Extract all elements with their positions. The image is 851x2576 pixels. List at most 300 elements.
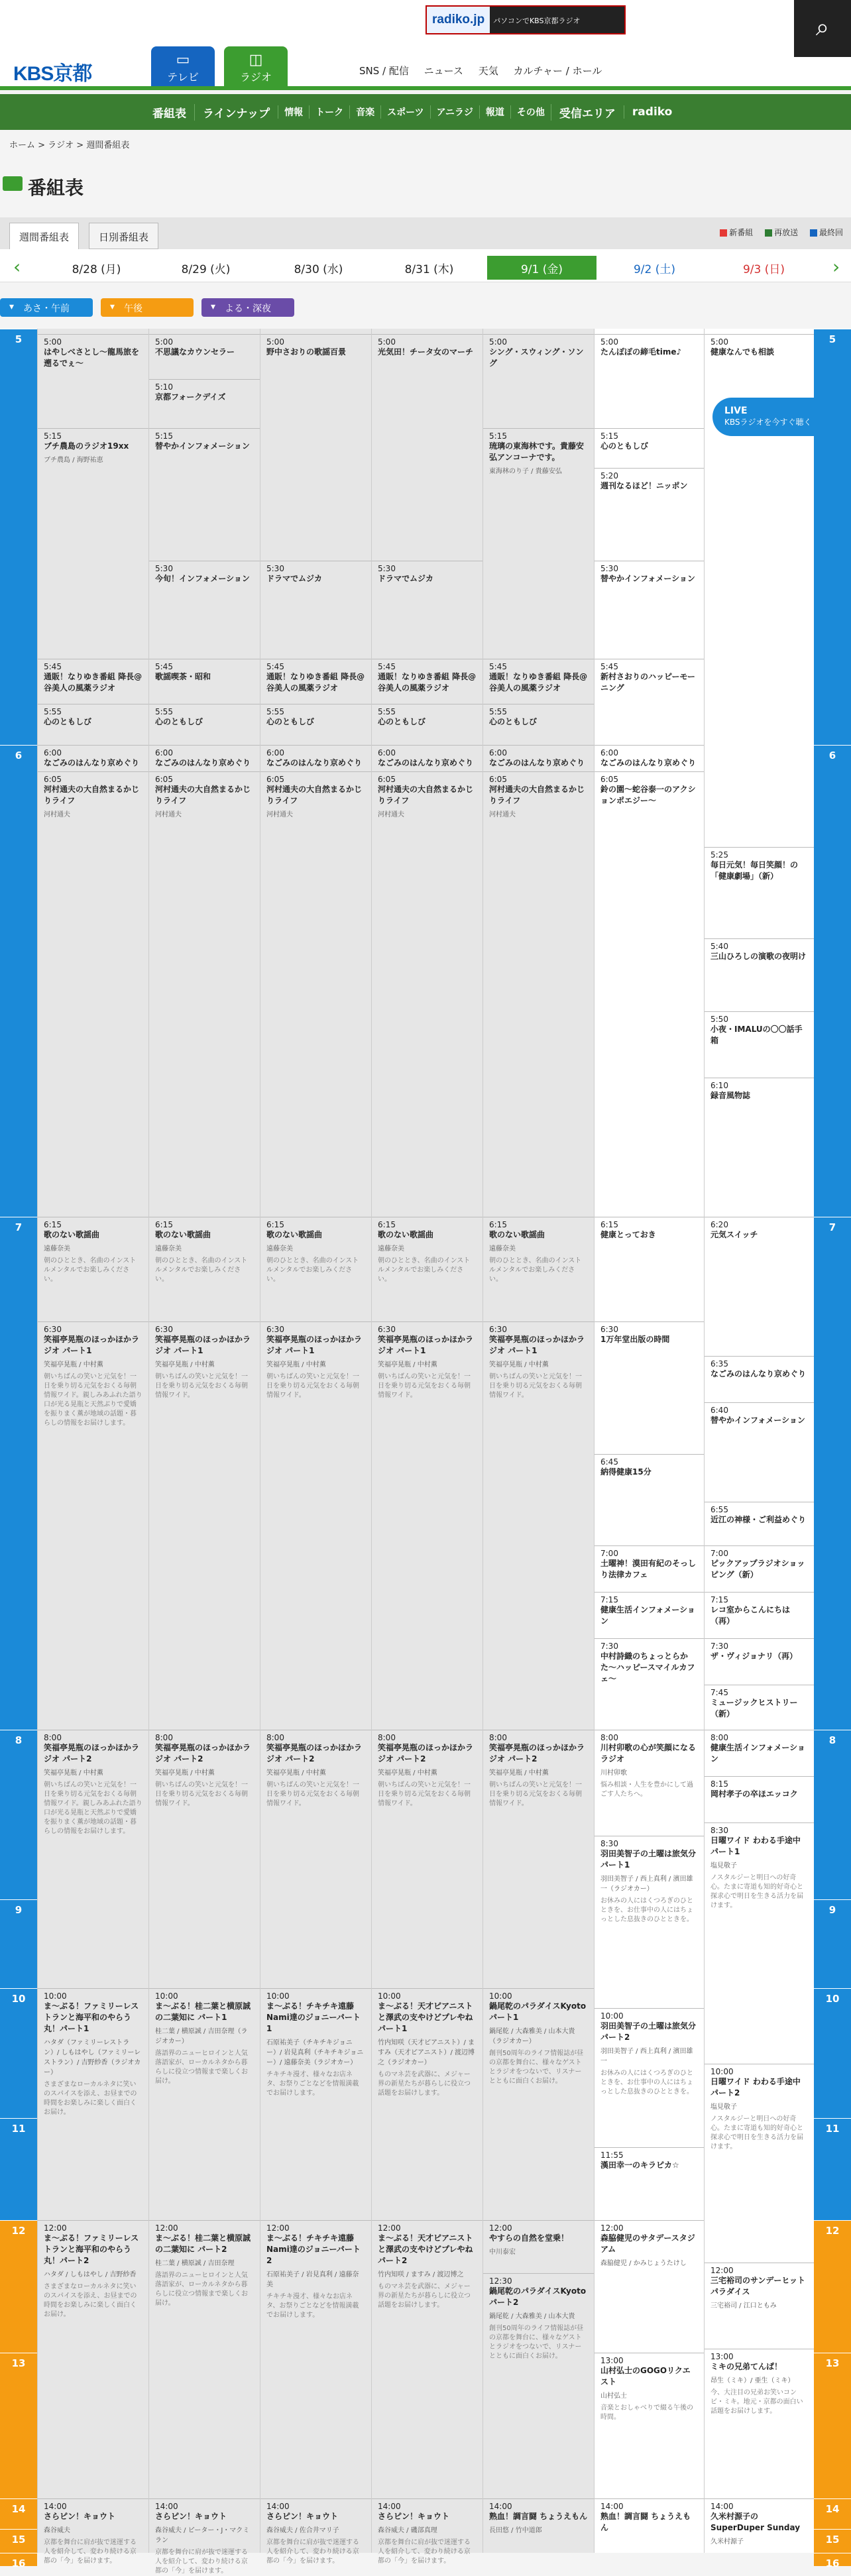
program-cell[interactable] <box>38 1321 148 1454</box>
program-cell[interactable] <box>595 1730 704 1836</box>
subnav-talk[interactable]: トーク <box>309 105 349 119</box>
program-title: 歌のない歌謡曲 <box>155 1230 211 1239</box>
program-title: ドラマでムジカ <box>378 574 434 583</box>
program-cell[interactable] <box>705 1217 814 1356</box>
program-cell[interactable] <box>149 1730 260 1988</box>
program-title: 京都フォークデイズ <box>155 392 226 402</box>
program-description: 朝いちばんの笑いと元気を！一日を乗り切る元気をおくる毎朝情報ワイド。 <box>155 1373 248 1399</box>
hour-column-right <box>814 329 851 2569</box>
page-title <box>0 174 84 200</box>
day-0901[interactable]: 9/1 (金) <box>487 256 596 280</box>
program-time: 6:55 <box>710 1505 728 1514</box>
tab-tv[interactable] <box>151 46 215 90</box>
program-cell[interactable] <box>595 2008 704 2147</box>
program-time: 12:00 <box>489 2223 512 2233</box>
program-cell[interactable] <box>38 659 148 704</box>
program-title: 新村さおりのハッピーモーニング <box>600 672 696 693</box>
program-time: 12:00 <box>378 2223 401 2233</box>
program-cell[interactable] <box>260 334 371 561</box>
program-title: ま〜ぶる！チキチキ遠藤Nami達のジョニーパート1 <box>266 2001 361 2033</box>
hour-label: 14 <box>814 2498 851 2529</box>
program-cell[interactable] <box>372 2220 482 2498</box>
program-title: 野中さおりの歌謡百景 <box>266 347 347 357</box>
program-cell[interactable] <box>372 745 482 771</box>
program-personality: 竹内知咲 / ますみ / 渡辺博之 <box>378 2271 464 2278</box>
program-title: 森脇健児のサタデースタジアム <box>600 2233 695 2254</box>
site-header <box>0 0 851 89</box>
hour-label: 16 <box>814 2553 851 2566</box>
program-cell[interactable] <box>149 1217 260 1321</box>
program-cell[interactable] <box>595 2498 704 2553</box>
program-cell[interactable] <box>38 745 148 771</box>
program-time: 5:15 <box>489 431 507 441</box>
hour-label: 15 <box>0 2529 37 2553</box>
program-time: 6:00 <box>600 748 618 757</box>
program-time: 5:55 <box>378 707 396 716</box>
program-title: レコ室からこんにちは（再） <box>710 1605 791 1626</box>
program-title: 笑福亭晃瓶のほっかほかラジオ パート1 <box>378 1335 474 1355</box>
program-title: 通販！なりゆき番組 降長@谷美人の風薬ラジオ <box>489 672 588 693</box>
legend-new: 新番組 <box>729 228 754 237</box>
program-personality: 塩見敬子 <box>710 2103 737 2111</box>
program-time: 6:05 <box>600 775 618 784</box>
live-label: LIVE <box>724 406 748 416</box>
program-cell[interactable] <box>149 745 260 771</box>
program-cell[interactable] <box>705 938 814 1011</box>
program-personality: 笑福亭晃瓶 / 中村薫 <box>44 1769 103 1777</box>
subnav-lineup[interactable]: ラインナップ <box>194 104 278 121</box>
program-title: 笑福亭晃瓶のほっかほかラジオ パート1 <box>266 1335 363 1355</box>
program-title: ま〜ぶる！天才ピアニストと澤武の支やけどプレやね パート1 <box>378 2001 473 2033</box>
program-cell[interactable] <box>705 1078 814 1217</box>
program-cell[interactable] <box>260 1730 371 1988</box>
subnav-other[interactable]: その他 <box>510 105 551 119</box>
program-cell[interactable] <box>260 745 371 771</box>
subnav-anime[interactable]: アニラジ <box>430 105 479 119</box>
program-cell[interactable] <box>705 1545 814 1592</box>
program-personality: 河村通夫 <box>489 811 516 818</box>
program-personality: 東海林のり子 / 貴藤安弘 <box>489 468 562 475</box>
program-cell[interactable] <box>483 2498 594 2553</box>
program-cell[interactable] <box>260 2220 371 2498</box>
live-button[interactable] <box>712 398 851 436</box>
program-title: なごみのはんなり京めぐり <box>489 758 585 767</box>
program-time: 5:15 <box>155 431 173 441</box>
program-description: 朝いちばんの笑いと元気を！一日を乗り切る元気をおくる毎朝情報ワイド。 <box>378 1373 471 1399</box>
program-cell[interactable] <box>595 334 704 428</box>
program-title: 笑福亭晃瓶のほっかほかラジオ パート1 <box>489 1335 585 1355</box>
tab-weekly[interactable]: 週間番組表 <box>9 223 79 249</box>
new-icon <box>720 229 727 237</box>
program-cell[interactable] <box>149 704 260 745</box>
program-cell[interactable] <box>705 1011 814 1078</box>
subnav-music[interactable]: 音楽 <box>349 105 380 119</box>
program-cell[interactable] <box>372 1217 482 1321</box>
final-icon <box>810 229 817 237</box>
program-cell[interactable] <box>38 771 148 839</box>
program-personality: 長田悠 / 竹中道郎 <box>489 2527 542 2534</box>
program-cell[interactable] <box>595 468 704 561</box>
jump-afternoon[interactable]: ▾ 午後 <box>101 298 194 317</box>
program-time: 6:30 <box>155 1325 173 1334</box>
program-title: 河村通夫の大自然まるかじりライフ <box>155 785 251 805</box>
program-cell[interactable] <box>38 1730 148 1988</box>
program-cell[interactable] <box>372 1321 482 1454</box>
program-cell[interactable] <box>705 1730 814 1776</box>
program-description: チキチキ漫才、様々なお店ネタ、お祭りごとなどを情報満載でお届けします。 <box>266 2071 359 2097</box>
program-cell[interactable] <box>595 745 704 771</box>
program-cell[interactable] <box>372 771 482 839</box>
program-cell[interactable] <box>260 1321 371 1454</box>
day-0831[interactable]: 8/31 (木) <box>404 263 454 276</box>
program-time: 8:00 <box>155 1733 173 1742</box>
program-time: 5:45 <box>489 662 507 671</box>
program-description: 朝いちばんの笑いと元気を！一日を乗り切る元気をおくる毎朝情報ワイド。 <box>378 1781 471 1807</box>
subnav-sports[interactable]: スポーツ <box>380 105 429 119</box>
day-0902[interactable]: 9/2 (土) <box>633 263 676 276</box>
program-cell[interactable] <box>595 659 704 745</box>
program-cell[interactable] <box>705 2064 814 2263</box>
program-cell[interactable] <box>372 704 482 745</box>
program-cell[interactable] <box>149 379 260 428</box>
program-time: 6:20 <box>710 1220 728 1229</box>
program-personality: 遠藤奈美 <box>266 1245 293 1253</box>
program-title: 川村卯歌の心が笑顔になるラジオ <box>600 1743 697 1764</box>
program-time: 6:45 <box>600 1457 618 1467</box>
program-cell[interactable] <box>260 561 371 659</box>
program-cell[interactable] <box>595 1592 704 1638</box>
day-0829[interactable]: 8/29 (火) <box>181 263 231 276</box>
day-column <box>371 329 482 2565</box>
program-time: 6:00 <box>44 748 62 757</box>
program-title: 心のともしび <box>489 717 538 726</box>
tab-radio-label: ラジオ <box>239 71 272 84</box>
program-cell[interactable] <box>595 2353 704 2498</box>
program-title: 歌のない歌謡曲 <box>44 1230 100 1239</box>
program-cell[interactable] <box>38 2220 148 2498</box>
program-title: なごみのはんなり京めぐり <box>266 758 363 767</box>
hour-label: 10 <box>814 1988 851 2118</box>
program-cell[interactable] <box>38 2498 148 2565</box>
program-title: ま〜ぶる！ファミリーレストランと海平和のやらう丸！パート2 <box>44 2233 139 2265</box>
program-time: 6:00 <box>155 748 173 757</box>
program-time: 7:00 <box>600 1549 618 1558</box>
hour-label: 15 <box>814 2529 851 2553</box>
program-description: ノスタルジーと明日への好奇心。たまに寄道も知的好奇心と探求心で明日を生きる活力を届けます。 <box>710 1874 803 1909</box>
program-cell[interactable] <box>705 1685 814 1730</box>
program-cell[interactable] <box>260 771 371 839</box>
program-time: 5:55 <box>155 707 173 716</box>
program-personality: ブチ農島 / 海野祐恵 <box>44 457 103 464</box>
subnav-area[interactable]: 受信エリア <box>551 104 624 121</box>
program-time: 6:35 <box>710 1359 728 1369</box>
hour-label: 5 <box>0 329 37 745</box>
program-time: 6:05 <box>489 775 507 784</box>
program-title: ミキの兄弟てんぱ！ <box>710 2362 783 2371</box>
hour-label: 16 <box>0 2553 37 2566</box>
program-time: 10:00 <box>266 1991 290 2001</box>
program-time: 5:25 <box>710 850 728 860</box>
program-title: 熟血！調言闘 ちょうえもん <box>600 2512 691 2532</box>
program-cell[interactable] <box>260 2498 371 2565</box>
program-description: 京都を舞台に肩が抜で迷運する人を紹介して、変わり続ける京都の「今」を届けます。 <box>266 2539 359 2565</box>
program-title: 健康なんでも相談 <box>710 347 775 357</box>
program-title: 羽田美智子の土曜は旅気分 パート1 <box>600 1849 697 1870</box>
live-text: KBSラジオを今すぐ聴く <box>724 418 812 427</box>
tab-tv-label: テレビ <box>167 71 199 84</box>
program-cell[interactable] <box>483 771 594 839</box>
program-title: やすらの自然を堂乗！ <box>489 2233 569 2243</box>
program-cell[interactable] <box>595 1217 704 1321</box>
program-cell[interactable] <box>260 659 371 704</box>
program-description: 創刊50周年のライフ情報誌が昼の京都を舞台に、様々なゲストとラジオをつないで、リスナーとともに面白くお届け。 <box>489 2050 584 2085</box>
program-cell[interactable] <box>705 1356 814 1402</box>
program-cell[interactable] <box>483 704 594 745</box>
day-selector <box>0 249 851 282</box>
program-cell[interactable] <box>372 561 482 659</box>
program-title: 元気スイッチ <box>710 1230 758 1239</box>
nav-sns[interactable]: SNS / 配信 <box>359 65 409 77</box>
legend-rerun: 再放送 <box>774 228 799 237</box>
program-title: 心のともしび <box>378 717 426 726</box>
subnav-radiko[interactable]: radiko <box>624 105 680 119</box>
program-time: 5:20 <box>600 471 618 480</box>
search-icon[interactable]: ⌕ <box>794 0 851 57</box>
program-personality: 河村通夫 <box>266 811 293 818</box>
time-of-day-jump <box>0 298 851 317</box>
program-cell[interactable] <box>595 1545 704 1592</box>
program-title: 通販！なりゆき番組 降長@谷美人の風薬ラジオ <box>266 672 365 693</box>
program-cell[interactable] <box>38 1217 148 1321</box>
program-title: 近江の神様・ご利益めぐり <box>710 1515 807 1524</box>
program-personality: 笑福亭晃瓶 / 中村薫 <box>155 1769 215 1777</box>
program-title: 1万年堂出版の時間 <box>600 1335 670 1344</box>
program-cell[interactable] <box>595 1321 704 1454</box>
program-cell[interactable] <box>705 1638 814 1685</box>
program-cell[interactable] <box>149 771 260 839</box>
program-title: ま〜ぶる！天才ピアニストと澤武の支やけどプレやね パート2 <box>378 2233 473 2265</box>
program-time: 5:30 <box>378 564 396 573</box>
program-cell[interactable] <box>149 1988 260 2220</box>
jump-morning-label: あさ・午前 <box>23 304 70 314</box>
program-cell[interactable] <box>149 659 260 704</box>
program-personality: 山村弘士 <box>600 2392 627 2400</box>
program-cell[interactable] <box>38 1988 148 2220</box>
program-time: 6:40 <box>710 1406 728 1415</box>
hour-label: 13 <box>0 2353 37 2498</box>
day-column <box>148 329 260 2575</box>
program-title: さらピン！キョウト <box>155 2512 227 2521</box>
program-time: 14:00 <box>155 2502 178 2511</box>
program-title: 笑福亭晃瓶のほっかほかラジオ パート1 <box>44 1335 140 1355</box>
program-cell[interactable] <box>705 2498 814 2553</box>
program-time: 6:05 <box>155 775 173 784</box>
program-time: 12:00 <box>266 2223 290 2233</box>
program-time: 5:30 <box>600 564 618 573</box>
program-title: 健康生活インフォメーション <box>710 1743 805 1764</box>
program-cell[interactable] <box>705 2263 814 2349</box>
program-time: 6:00 <box>266 748 284 757</box>
banner-text: パソコンでKBS京都ラジオ <box>493 17 581 25</box>
program-time: 5:45 <box>378 662 396 671</box>
program-personality: 遠藤奈美 <box>155 1245 182 1253</box>
next-week-icon[interactable]: › <box>832 256 840 278</box>
program-time: 6:00 <box>378 748 396 757</box>
program-cell[interactable] <box>483 659 594 704</box>
tab-radio[interactable] <box>224 46 288 90</box>
program-time: 5:30 <box>155 564 173 573</box>
program-cell[interactable] <box>149 334 260 379</box>
program-description: 今、大注目の兄弟お笑いコンビ・ミキ。地元・京都の面白い話題をお届けします。 <box>710 2389 803 2415</box>
nav-news[interactable]: ニュース <box>424 65 463 77</box>
jump-morning[interactable]: ▾ あさ・午前 <box>0 298 93 317</box>
legend-final: 最終回 <box>819 228 843 237</box>
jump-night[interactable]: ▾ よる・深夜 <box>201 298 294 317</box>
radiko-banner[interactable] <box>426 5 626 34</box>
program-time: 6:15 <box>266 1220 284 1229</box>
program-cell[interactable] <box>372 2498 482 2565</box>
program-cell[interactable] <box>483 2273 594 2498</box>
program-cell[interactable] <box>149 428 260 561</box>
program-cell[interactable] <box>705 1822 814 2064</box>
program-cell[interactable] <box>483 334 594 428</box>
program-time: 8:00 <box>266 1733 284 1742</box>
program-description: 落語界のニューヒロインと人気落語家が、ローカルネタから暮らしに役立つ情報まで楽しくお届け。 <box>155 2272 248 2307</box>
program-time: 8:15 <box>710 1779 728 1789</box>
day-0828[interactable]: 8/28 (月) <box>72 263 121 276</box>
program-description: 朝いちばんの笑いと元気を！一日を乗り切る元気をおくる毎朝情報ワイド。 <box>489 1781 582 1807</box>
breadcrumb[interactable]: ホーム > ラジオ > 週間番組表 <box>9 140 130 150</box>
program-cell[interactable] <box>705 2349 814 2498</box>
program-time: 10:00 <box>155 1991 178 2001</box>
program-cell[interactable] <box>372 1730 482 1988</box>
program-time: 5:40 <box>710 942 728 951</box>
nav-culture[interactable]: カルチャー / ホール <box>513 65 602 77</box>
program-cell[interactable] <box>149 1321 260 1454</box>
program-description: 創刊50周年のライフ情報誌が昼の京都を舞台に、様々なゲストとラジオをつないで、リスナーとともに面白くお届け。 <box>489 2325 584 2360</box>
program-title: 羽田美智子の土曜は旅気分 パート2 <box>600 2021 697 2042</box>
program-cell[interactable] <box>483 745 594 771</box>
program-time: 6:00 <box>489 748 507 757</box>
program-personality: 河村通夫 <box>155 811 182 818</box>
program-cell[interactable] <box>705 1502 814 1545</box>
program-time: 5:45 <box>44 662 62 671</box>
program-description: 朝いちばんの笑いと元気を！一日を乗り切る元気をおくる毎朝情報ワイド。 <box>266 1781 359 1807</box>
program-cell[interactable] <box>705 1776 814 1822</box>
program-time: 12:00 <box>155 2223 178 2233</box>
program-cell[interactable] <box>38 704 148 745</box>
program-cell[interactable] <box>595 1836 704 2008</box>
day-0903[interactable]: 9/3 (日) <box>742 263 785 276</box>
program-cell[interactable] <box>705 1402 814 1502</box>
program-title: 中村詩織のちょっとらかた〜ハッピースマイルカフェ〜 <box>600 1652 695 1683</box>
program-title: ま〜ぶる！チキチキ遠藤Nami達のジョニーパート2 <box>266 2233 361 2265</box>
subnav-info[interactable]: 情報 <box>278 105 309 119</box>
program-cell[interactable] <box>705 1592 814 1638</box>
program-cell[interactable] <box>38 428 148 561</box>
hour-label: 11 <box>814 2118 851 2220</box>
program-time: 5:15 <box>44 431 62 441</box>
program-cell[interactable] <box>483 1730 594 1988</box>
day-column <box>482 329 594 2553</box>
program-time: 5:00 <box>710 337 728 347</box>
program-title: 心のともしび <box>44 717 92 726</box>
program-cell[interactable] <box>483 1217 594 1321</box>
day-column <box>704 329 814 2553</box>
program-cell[interactable] <box>595 771 704 839</box>
program-time: 12:00 <box>710 2266 734 2275</box>
program-cell[interactable] <box>260 704 371 745</box>
program-title: 歌のない歌謡曲 <box>489 1230 545 1239</box>
program-cell[interactable] <box>595 2147 704 2220</box>
hour-label: 6 <box>814 745 851 1217</box>
program-cell[interactable] <box>260 1988 371 2220</box>
program-description: さまざまなローカルネタに笑いのスパイスを添え、お昼までの時間をお楽しみに楽しく面白くお届け。 <box>44 2283 137 2318</box>
program-description: 朝のひととき、名曲のインストルメンタルでお楽しみください。 <box>155 1257 248 1283</box>
program-cell[interactable] <box>260 1217 371 1321</box>
program-personality: 石原祐美子（チキチキジョニー）/ 岩見真利（チキチキジョニー）/ 遠藤奈美（ラジオカー） <box>266 2039 364 2066</box>
program-cell[interactable] <box>483 1321 594 1454</box>
prev-week-icon[interactable]: ‹ <box>13 256 21 278</box>
program-personality: 竹内知咲（天才ピアニスト）/ ますみ（天才ピアニスト）/ 渡辺博之（ラジオカー） <box>378 2039 475 2066</box>
program-cell[interactable] <box>372 1988 482 2220</box>
program-title: 録音風物誌 <box>710 1091 751 1100</box>
program-cell[interactable] <box>595 2220 704 2353</box>
program-cell[interactable] <box>149 2498 260 2575</box>
kbs-logo[interactable]: KBS京都 <box>13 63 92 85</box>
program-personality: 笑福亭晃瓶 / 中村薫 <box>378 1769 437 1777</box>
program-title: 笑福亭晃瓶のほっかほかラジオ パート2 <box>266 1743 363 1764</box>
program-title: 健康とっておき <box>600 1230 656 1239</box>
program-title: 日曜ワイド わわる手途中 パート1 <box>710 1836 801 1856</box>
program-time: 5:10 <box>155 382 173 392</box>
program-title: 心のともしび <box>155 717 203 726</box>
program-time: 6:05 <box>378 775 396 784</box>
program-description: 落語界のニューヒロインと人気落語家が、ローカルネタから暮らしに役立つ情報まで楽しくお届け。 <box>155 2050 248 2085</box>
program-title: 三宅裕司のサンデーヒットパラダイス <box>710 2276 806 2296</box>
program-title: さらピン！キョウト <box>44 2512 116 2521</box>
program-time: 10:00 <box>44 1991 67 2001</box>
tab-daily[interactable]: 日別番組表 <box>89 223 158 249</box>
program-cell[interactable] <box>149 2220 260 2498</box>
program-cell[interactable] <box>595 1638 704 1730</box>
program-cell[interactable] <box>483 1988 594 2220</box>
program-description: ものマネ芸を武器に、メジャー界の新星たちが暮らしに役立つ話題をお届けします。 <box>378 2283 471 2309</box>
program-title: なごみのはんなり京めぐり <box>600 758 697 767</box>
nav-weather[interactable]: 天気 <box>478 65 498 77</box>
program-cell[interactable] <box>595 428 704 468</box>
program-cell[interactable] <box>38 334 148 428</box>
program-description: ものマネ芸を武器に、メジャー界の新星たちが暮らしに役立つ話題をお届けします。 <box>378 2071 471 2097</box>
program-cell[interactable] <box>595 561 704 659</box>
program-cell[interactable] <box>483 428 594 659</box>
program-cell[interactable] <box>372 659 482 704</box>
program-cell[interactable] <box>705 847 814 938</box>
program-title: 光気田！チータ女のマーチ <box>378 347 474 357</box>
subnav-news[interactable]: 報道 <box>479 105 510 119</box>
program-title: 笑福亭晃瓶のほっかほかラジオ パート2 <box>155 1743 251 1764</box>
program-cell[interactable] <box>483 2220 594 2273</box>
program-title: ま〜ぶる！ファミリーレストランと海平和のやらう丸！パート1 <box>44 2001 139 2033</box>
program-cell[interactable] <box>372 334 482 561</box>
program-cell[interactable] <box>149 561 260 659</box>
program-time: 11:55 <box>600 2151 624 2160</box>
program-cell[interactable] <box>595 1454 704 1545</box>
subnav-program-table[interactable]: 番組表 <box>152 107 186 121</box>
program-personality: 笑福亭晃瓶 / 中村薫 <box>489 1769 549 1777</box>
hour-label: 10 <box>0 1988 37 2118</box>
day-0830[interactable]: 8/30 (水) <box>294 263 343 276</box>
